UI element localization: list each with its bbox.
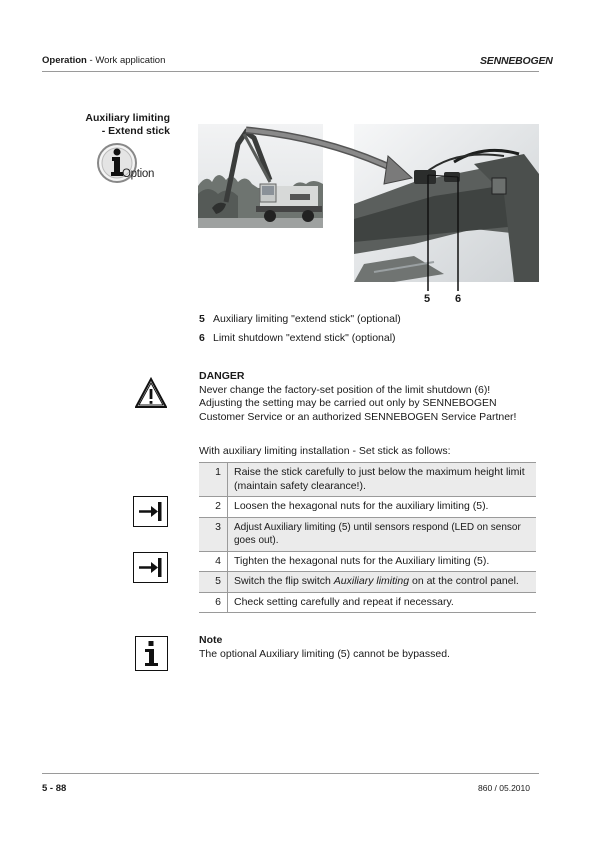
caption-5: 5 Auxiliary limiting "extend stick" (optional)	[199, 313, 401, 325]
option-info-icon	[96, 141, 176, 187]
danger-line-2: Adjusting the setting may be carried out only by SENNEBOGEN	[199, 397, 497, 409]
option-label: Option	[122, 168, 155, 180]
procedure-steps-table	[199, 462, 536, 613]
page-number: 5 - 88	[42, 783, 67, 794]
danger-title: DANGER	[199, 370, 245, 382]
document-version: 860 / 05.2010	[478, 783, 530, 793]
header-rule	[42, 71, 539, 72]
side-heading	[42, 112, 170, 138]
side-heading-line1: Auxiliary limiting	[85, 112, 170, 124]
note-text: The optional Auxiliary limiting (5) cannot be bypassed.	[199, 647, 450, 660]
danger-line-3: Customer Service or an authorized SENNEBOGEN Service Partner!	[199, 410, 517, 423]
danger-line-1: Never change the factory-set position of the limit shutdown (6)!	[199, 383, 491, 396]
side-heading-line2: - Extend stick	[101, 125, 170, 137]
table-row	[199, 497, 536, 518]
danger-block	[199, 370, 539, 424]
table-row	[199, 572, 536, 593]
step-text: Raise the stick carefully to just below the maximum height limit (maintain safety clearance!).	[228, 463, 537, 497]
step-number: 3	[199, 517, 228, 551]
table-row	[199, 551, 536, 572]
step-number: 2	[199, 497, 228, 518]
note-block	[199, 634, 450, 661]
table-row	[199, 517, 536, 551]
brand-logo: SENNEBOGEN	[480, 55, 553, 67]
warning-triangle-icon	[135, 377, 167, 409]
connector-arrow	[240, 120, 420, 200]
step-number: 5	[199, 572, 228, 593]
procedure-intro: With auxiliary limiting installation - Set stick as follows:	[199, 445, 451, 457]
footer-rule	[42, 773, 539, 774]
note-info-icon	[135, 636, 168, 671]
step-text: Adjust Auxiliary limiting (5) until sensors respond (LED on sensor goes out).	[228, 517, 537, 551]
figure-label-5: 5	[424, 293, 431, 305]
step-text: Switch the flip switch Auxiliary limiting on at the control panel.	[228, 572, 537, 593]
step-text: Tighten the hexagonal nuts for the Auxiliary limiting (5).	[228, 551, 537, 572]
action-arrow-icon	[133, 552, 168, 583]
header-section	[42, 55, 165, 66]
step-number: 4	[199, 551, 228, 572]
section-subtitle: - Work application	[86, 55, 166, 66]
leader-lines	[420, 165, 470, 295]
step-text: Loosen the hexagonal nuts for the auxiliary limiting (5).	[228, 497, 537, 518]
figure-label-6: 6	[455, 293, 462, 305]
step-text: Check setting carefully and repeat if necessary.	[228, 592, 537, 613]
table-row	[199, 463, 536, 497]
action-arrow-icon	[133, 496, 168, 527]
section-title: Operation	[42, 55, 87, 66]
caption-6: 6 Limit shutdown "extend stick" (optional)	[199, 332, 396, 344]
table-row	[199, 592, 536, 613]
step-number: 1	[199, 463, 228, 497]
step-number: 6	[199, 592, 228, 613]
note-title: Note	[199, 634, 223, 646]
